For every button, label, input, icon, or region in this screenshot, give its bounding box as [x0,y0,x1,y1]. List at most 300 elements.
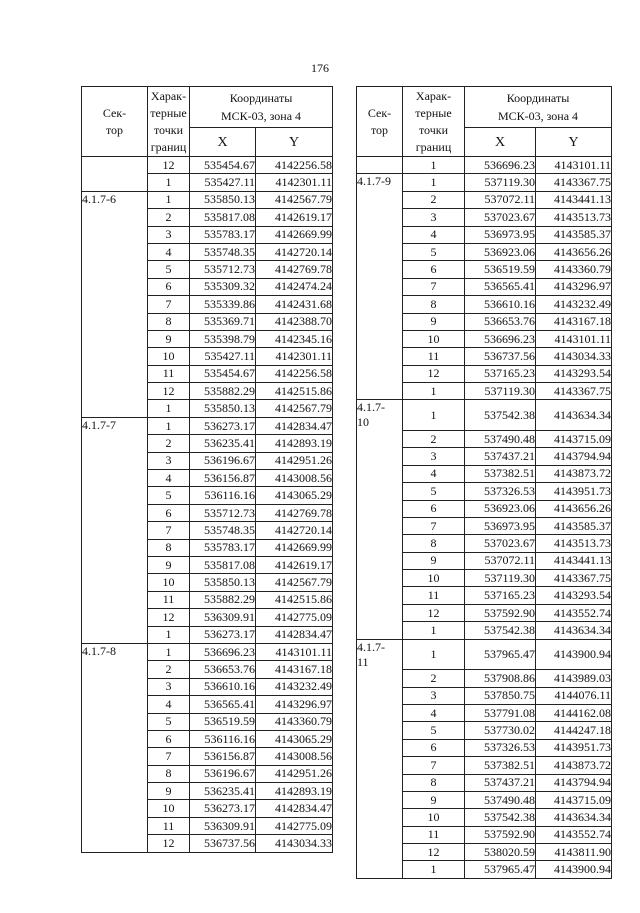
point-number: 11 [403,826,465,843]
sector-cell: 4.1.7-8 [82,643,148,660]
y-coordinate: 4142567.79 [256,574,333,591]
sector-cell [357,826,403,843]
point-number: 1 [148,400,190,417]
table-row [357,448,612,465]
sector-cell [357,739,403,756]
x-coordinate: 537437.21 [465,448,536,465]
point-number: 1 [148,417,190,434]
sector-cell [357,500,403,517]
sector-cell [357,704,403,721]
table-row [357,400,612,431]
y-coordinate: 4142951.26 [256,452,333,469]
point-number: 9 [403,552,465,569]
sector-cell [82,504,148,521]
sector-cell [357,243,403,260]
coordinates-table-right [356,86,612,879]
x-coordinate: 535748.35 [190,243,256,260]
sector-cell [82,817,148,834]
table-row [82,678,333,695]
sector-cell [82,835,148,852]
x-coordinate: 536235.41 [190,783,256,800]
x-coordinate: 535339.86 [190,296,256,313]
point-number: 4 [403,226,465,243]
x-coordinate: 536923.06 [465,243,536,260]
x-coordinate: 536519.59 [190,713,256,730]
y-coordinate: 4143513.73 [536,209,612,226]
table-row [357,826,612,843]
x-coordinate: 537382.51 [465,465,536,482]
table-row [357,174,612,191]
x-coordinate: 537382.51 [465,757,536,774]
table-row [357,243,612,260]
sector-cell [82,783,148,800]
y-coordinate: 4143360.79 [256,713,333,730]
table-row [82,800,333,817]
x-coordinate: 536156.87 [190,470,256,487]
sector-cell [82,400,148,417]
sector-cell [357,774,403,791]
y-coordinate: 4142619.17 [256,556,333,573]
point-number: 12 [403,604,465,621]
x-coordinate: 537592.90 [465,826,536,843]
point-number: 7 [403,517,465,534]
y-coordinate: 4143360.79 [536,261,612,278]
header-row [82,87,333,128]
y-coordinate: 4143715.09 [536,791,612,808]
y-coordinate: 4143656.26 [536,243,612,260]
x-coordinate: 538020.59 [465,844,536,861]
table-row [357,687,612,704]
point-number: 9 [403,791,465,808]
point-number: 6 [148,278,190,295]
x-coordinate: 537165.23 [465,587,536,604]
sector-cell: 4.1.7-9 [357,174,403,191]
y-coordinate: 4142720.14 [256,522,333,539]
point-number: 11 [148,365,190,382]
point-number: 2 [403,191,465,208]
x-coordinate: 536653.76 [465,313,536,330]
y-coordinate: 4143296.97 [536,278,612,295]
x-coordinate: 536309.91 [190,609,256,626]
point-number: 5 [403,243,465,260]
x-coordinate: 535427.11 [190,348,256,365]
point-number: 5 [403,722,465,739]
x-coordinate: 535748.35 [190,522,256,539]
point-number: 11 [403,587,465,604]
table-header [82,87,333,157]
table-row [357,809,612,826]
sector-cell [82,609,148,626]
x-coordinate: 536309.91 [190,817,256,834]
sector-cell [82,591,148,608]
sector-cell [82,174,148,191]
sector-cell [82,330,148,347]
sector-cell [357,791,403,808]
point-number: 10 [148,574,190,591]
point-number: 1 [403,174,465,191]
table-row [357,722,612,739]
x-coordinate: 536273.17 [190,626,256,643]
table-row [357,348,612,365]
table-row [357,430,612,447]
table-row [82,435,333,452]
table-row [82,765,333,782]
y-coordinate: 4142834.47 [256,417,333,434]
x-coordinate: 535850.13 [190,191,256,208]
sector-cell [357,383,403,400]
header-points-line: границ [150,139,187,154]
sector-cell: 4.1.7-6 [82,191,148,208]
y-coordinate: 4143101.11 [536,330,612,347]
point-number: 9 [148,556,190,573]
point-number: 5 [148,261,190,278]
table-row [357,622,612,639]
table-row [357,500,612,517]
point-number: 4 [403,704,465,721]
table-row [82,278,333,295]
header-coordinates-line: МСК-03, зона 4 [497,109,579,123]
y-coordinate: 4144162.08 [536,704,612,721]
header-points-line: Харак- [415,88,452,103]
x-coordinate: 537072.11 [465,191,536,208]
header-points-line: терные [150,105,187,120]
table-row [82,730,333,747]
point-number: 3 [148,452,190,469]
x-coordinate: 536196.67 [190,452,256,469]
sector-cell [82,556,148,573]
point-number: 2 [403,430,465,447]
x-coordinate: 537023.67 [465,535,536,552]
table-row [82,313,333,330]
y-coordinate: 4143101.11 [536,157,612,174]
coordinates-table-left [81,86,333,853]
x-coordinate: 536273.17 [190,800,256,817]
x-coordinate: 537965.47 [465,639,536,670]
header-y: Y [256,128,333,157]
y-coordinate: 4142567.79 [256,191,333,208]
sector-cell [82,452,148,469]
x-coordinate: 535309.32 [190,278,256,295]
header-sector-line: Сек- [367,105,392,120]
table-row [82,504,333,521]
table-row [357,861,612,878]
point-number: 2 [403,670,465,687]
sector-cell [357,226,403,243]
point-number: 6 [403,500,465,517]
header-sector [357,87,403,157]
sector-cell [357,448,403,465]
point-number: 1 [403,861,465,878]
sector-cell [357,465,403,482]
sector-cell [82,800,148,817]
y-coordinate: 4143951.73 [536,739,612,756]
y-coordinate: 4142474.24 [256,278,333,295]
sector-cell [82,765,148,782]
x-coordinate: 536565.41 [465,278,536,295]
x-coordinate: 537850.75 [465,687,536,704]
table-row [82,348,333,365]
x-coordinate: 535712.73 [190,504,256,521]
y-coordinate: 4143794.94 [536,448,612,465]
page-number: 176 [311,61,329,75]
header-sector-line: тор [105,122,124,137]
table-row [357,157,612,174]
y-coordinate: 4143065.29 [256,487,333,504]
x-coordinate: 535882.29 [190,591,256,608]
y-coordinate: 4143232.49 [536,296,612,313]
table-row [357,739,612,756]
y-coordinate: 4143900.94 [536,639,612,670]
table-row [357,639,612,670]
table-row [357,483,612,500]
x-coordinate: 536565.41 [190,696,256,713]
table-row [82,330,333,347]
x-coordinate: 535817.08 [190,556,256,573]
table-row [357,670,612,687]
header-points-line: терные [415,105,452,120]
point-number: 8 [403,296,465,313]
x-coordinate: 536696.23 [190,643,256,660]
table-row [82,835,333,852]
sector-cell [357,622,403,639]
y-coordinate: 4143951.73 [536,483,612,500]
point-number: 12 [148,383,190,400]
table-row [82,487,333,504]
x-coordinate: 535783.17 [190,539,256,556]
x-coordinate: 537119.30 [465,174,536,191]
y-coordinate: 4142775.09 [256,609,333,626]
x-coordinate: 536696.23 [465,157,536,174]
point-number: 3 [403,687,465,704]
sector-cell [82,730,148,747]
y-coordinate: 4142515.86 [256,383,333,400]
y-coordinate: 4143167.18 [536,313,612,330]
header-y: Y [536,128,612,157]
sector-cell [82,261,148,278]
y-coordinate: 4142256.58 [256,365,333,382]
y-coordinate: 4142619.17 [256,209,333,226]
x-coordinate: 536610.16 [190,678,256,695]
point-number: 12 [148,157,190,174]
y-coordinate: 4143585.37 [536,517,612,534]
x-coordinate: 536116.16 [190,487,256,504]
point-number: 3 [403,209,465,226]
point-number: 4 [148,696,190,713]
header-points-line: точки [418,122,449,137]
point-number: 3 [403,448,465,465]
sector-cell [82,209,148,226]
sector-cell [357,348,403,365]
sector-cell [357,687,403,704]
point-number: 7 [403,278,465,295]
sector-cell [82,748,148,765]
point-number: 10 [403,570,465,587]
point-number: 5 [148,487,190,504]
y-coordinate: 4142893.19 [256,435,333,452]
table-row [82,226,333,243]
point-number: 9 [148,330,190,347]
y-coordinate: 4143989.03 [536,670,612,687]
point-number: 12 [403,844,465,861]
point-number: 6 [403,261,465,278]
x-coordinate: 535454.67 [190,365,256,382]
point-number: 3 [148,678,190,695]
point-number: 4 [148,243,190,260]
y-coordinate: 4142669.99 [256,226,333,243]
sector-cell [357,517,403,534]
table-row [357,604,612,621]
x-coordinate: 537490.48 [465,430,536,447]
table-row [82,452,333,469]
point-number: 8 [148,313,190,330]
x-coordinate: 536610.16 [465,296,536,313]
y-coordinate: 4143794.94 [536,774,612,791]
table-row [357,278,612,295]
point-number: 4 [148,470,190,487]
x-coordinate: 537119.30 [465,383,536,400]
table-row [82,174,333,191]
table-row [82,817,333,834]
y-coordinate: 4143552.74 [536,826,612,843]
table-row [82,261,333,278]
table-row [82,191,333,208]
point-number: 8 [148,765,190,782]
table-row [357,226,612,243]
sector-cell [357,587,403,604]
table-row [357,261,612,278]
header-points [148,87,190,157]
table-row [357,517,612,534]
table-row [82,643,333,660]
table-row [357,535,612,552]
sector-cell [82,365,148,382]
table-row [357,365,612,382]
point-number: 1 [403,400,465,431]
point-number: 11 [403,348,465,365]
y-coordinate: 4144247.18 [536,722,612,739]
sector-cell [357,809,403,826]
y-coordinate: 4143065.29 [256,730,333,747]
header-points [403,87,465,157]
sector-cell [82,487,148,504]
table-row [82,400,333,417]
table-row [82,209,333,226]
sector-cell [357,261,403,278]
table-row [357,844,612,861]
table-row [82,522,333,539]
point-number: 2 [148,661,190,678]
y-coordinate: 4142834.47 [256,800,333,817]
y-coordinate: 4143296.97 [256,696,333,713]
x-coordinate: 535427.11 [190,174,256,191]
header-sector-line: тор [370,122,389,137]
table-row [82,296,333,313]
y-coordinate: 4143367.75 [536,570,612,587]
y-coordinate: 4142256.58 [256,157,333,174]
y-coordinate: 4143034.33 [536,348,612,365]
x-coordinate: 537023.67 [465,209,536,226]
table-row [357,330,612,347]
sector-cell [82,348,148,365]
y-coordinate: 4142567.79 [256,400,333,417]
x-coordinate: 537165.23 [465,365,536,382]
table-row [82,696,333,713]
y-coordinate: 4143008.56 [256,748,333,765]
sector-cell [82,243,148,260]
table-row [82,383,333,400]
point-number: 1 [148,191,190,208]
point-number: 1 [148,626,190,643]
point-number: 7 [148,296,190,313]
sector-cell [82,574,148,591]
x-coordinate: 535454.67 [190,157,256,174]
point-number: 7 [148,522,190,539]
x-coordinate: 536653.76 [190,661,256,678]
y-coordinate: 4143008.56 [256,470,333,487]
table-row [82,713,333,730]
header-sector [82,87,148,157]
table-row [82,609,333,626]
x-coordinate: 536973.95 [465,226,536,243]
sector-cell [357,861,403,878]
point-number: 1 [403,622,465,639]
x-coordinate: 536973.95 [465,517,536,534]
sector-cell [82,539,148,556]
header-x: X [465,128,536,157]
point-number: 12 [403,365,465,382]
y-coordinate: 4143634.34 [536,809,612,826]
point-number: 9 [148,783,190,800]
table-row [82,243,333,260]
table-row [357,570,612,587]
y-coordinate: 4143552.74 [536,604,612,621]
y-coordinate: 4143715.09 [536,430,612,447]
sector-cell [82,678,148,695]
x-coordinate: 536116.16 [190,730,256,747]
x-coordinate: 536196.67 [190,765,256,782]
x-coordinate: 537542.38 [465,809,536,826]
table-row [82,626,333,643]
sector-cell [82,713,148,730]
x-coordinate: 536235.41 [190,435,256,452]
sector-cell [357,552,403,569]
sector-cell [357,209,403,226]
y-coordinate: 4143293.54 [536,587,612,604]
x-coordinate: 537326.53 [465,739,536,756]
table-row [357,774,612,791]
y-coordinate: 4143513.73 [536,535,612,552]
point-number: 12 [148,609,190,626]
point-number: 6 [148,730,190,747]
y-coordinate: 4142769.78 [256,261,333,278]
y-coordinate: 4143585.37 [536,226,612,243]
y-coordinate: 4143441.13 [536,191,612,208]
y-coordinate: 4143873.72 [536,757,612,774]
x-coordinate: 536273.17 [190,417,256,434]
table-row [82,574,333,591]
y-coordinate: 4143367.75 [536,383,612,400]
sector-cell [357,365,403,382]
point-number: 1 [403,157,465,174]
header-sector-line: Сек- [102,105,127,120]
sector-cell [357,670,403,687]
x-coordinate: 537542.38 [465,400,536,431]
sector-cell [357,570,403,587]
x-coordinate: 537072.11 [465,552,536,569]
table-row [82,365,333,382]
x-coordinate: 535882.29 [190,383,256,400]
x-coordinate: 536696.23 [465,330,536,347]
